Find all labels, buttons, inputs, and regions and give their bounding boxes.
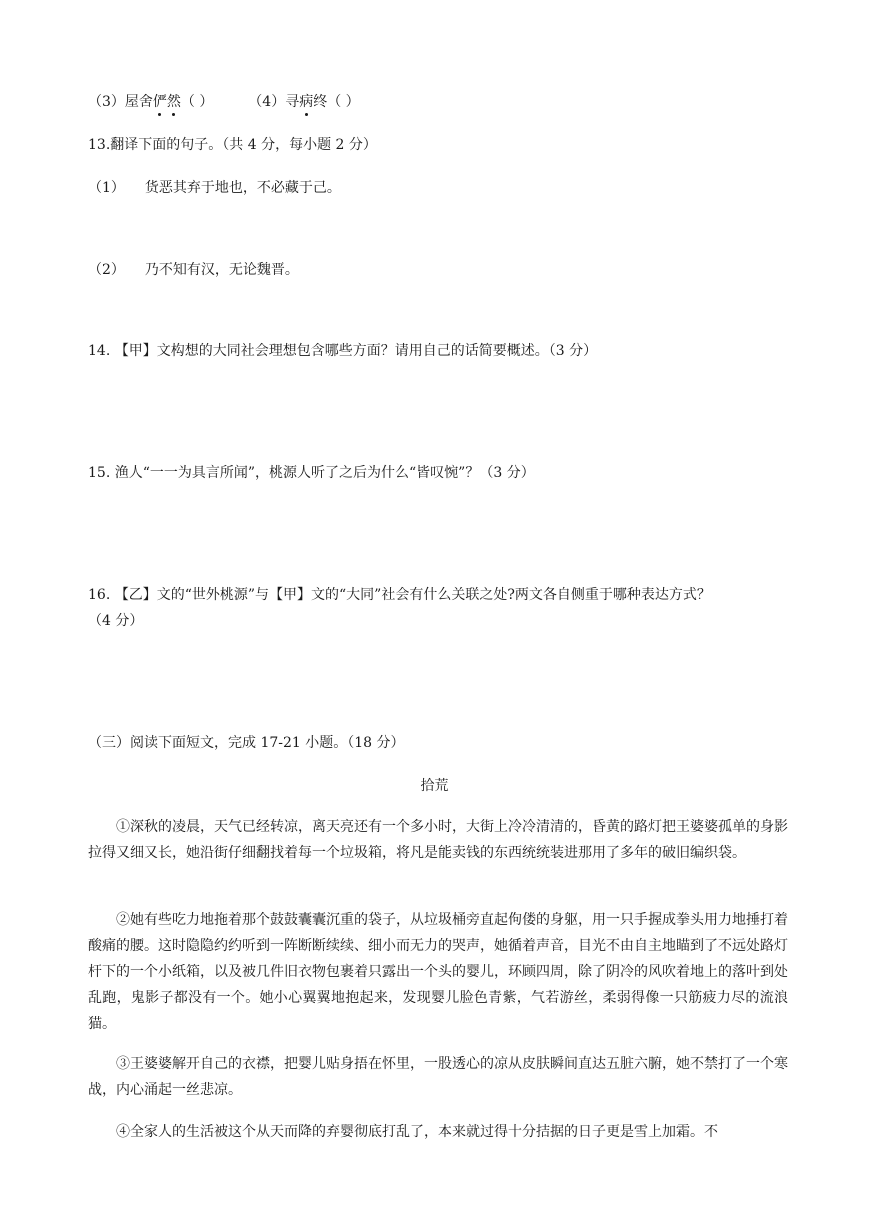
article-paragraph-2-text: ②她有些吃力地拖着那个鼓鼓囊囊沉重的袋子，从垃圾桶旁直起佝偻的身躯，用一只手握成拳头用力地捶打着酸痛的腰。这时隐隐约约听到一阵断断续续、细小而无力的哭声，她循着声音，目光不由自主地瞄到了不远处路灯杆下的一个小纸箱，以及被几件旧衣物包裹着只露出一个头的婴儿，环顾四周，除了阴冷的风吹着地上的落叶到处乱跑，鬼影子都没有一个。她小心翼翼地抱起来，发现婴儿脸色青紫，气若游丝，柔弱得像一只筋疲力尽的流浪猫。	[88, 912, 788, 1032]
q12-item3-dotted-char-1: 俨	[152, 94, 167, 110]
q16-question-line-2: （4 分）	[88, 613, 144, 629]
q12-item4-dotted-char: 病	[299, 94, 314, 110]
q12-item4-suffix: 终（ ）	[313, 94, 360, 110]
article-paragraph-3-text: ③王婆婆解开自己的衣襟，把婴儿贴身捂在怀里，一股透心的凉从皮肤瞬间直达五脏六腑，她不禁打了一个寒战，内心涌起一丝悲凉。	[88, 1056, 788, 1098]
q13-heading: 13.翻译下面的句子。（共 4 分，每小题 2 分）	[88, 137, 377, 153]
q13-item-1-number: （1）	[88, 180, 125, 196]
q12-item3-prefix: （3）屋舍	[88, 94, 153, 110]
q13-item-2-number: （2）	[88, 262, 125, 278]
q13-item-2	[88, 260, 299, 280]
article-paragraph-1	[88, 814, 788, 866]
q13-item-1-text: 货恶其弃于地也，不必藏于己。	[144, 180, 341, 196]
q12-item4-prefix: （4）寻	[248, 94, 300, 110]
article-title: 拾荒	[420, 778, 449, 794]
q14-question: 14. 【甲】文构想的大同社会理想包含哪些方面？请用自己的话简要概述。（3 分）	[88, 343, 598, 359]
article-paragraph-2	[88, 907, 788, 1037]
section3-heading: （三）阅读下面短文，完成 17-21 小题。（18 分）	[88, 735, 405, 751]
article-paragraph-3	[88, 1051, 788, 1103]
article-paragraph-1-text: ①深秋的凌晨，天气已经转凉，离天亮还有一个多小时，大街上冷冷清清的，昏黄的路灯把王婆婆孤单的身影拉得又细又长，她沿街仔细翻找着每一个垃圾箱，将凡是能卖钱的东西统统装进那用了多年的破旧编织袋。	[88, 819, 788, 861]
q15-question: 15. 渔人“一一为具言所闻”，桃源人听了之后为什么“皆叹惋”？（3 分）	[88, 465, 535, 481]
article-paragraph-4	[88, 1119, 788, 1145]
q13-item-2-text: 乃不知有汉，无论魏晋。	[144, 262, 299, 278]
q12-items-3-4	[88, 92, 360, 112]
q16-question-line-1: 16. 【乙】文的“世外桃源”与【甲】文的“大同”社会有什么关联之处?两文各自侧重于哪种表达方式？	[88, 587, 711, 603]
q12-item3-blank: （ ）	[180, 94, 214, 110]
q13-item-1	[88, 178, 341, 198]
article-paragraph-4-text: ④全家人的生活被这个从天而降的弃婴彻底打乱了，本来就过得十分拮据的日子更是雪上加霜。不	[116, 1124, 718, 1140]
q12-item3-dotted-char-2: 然	[166, 94, 181, 110]
